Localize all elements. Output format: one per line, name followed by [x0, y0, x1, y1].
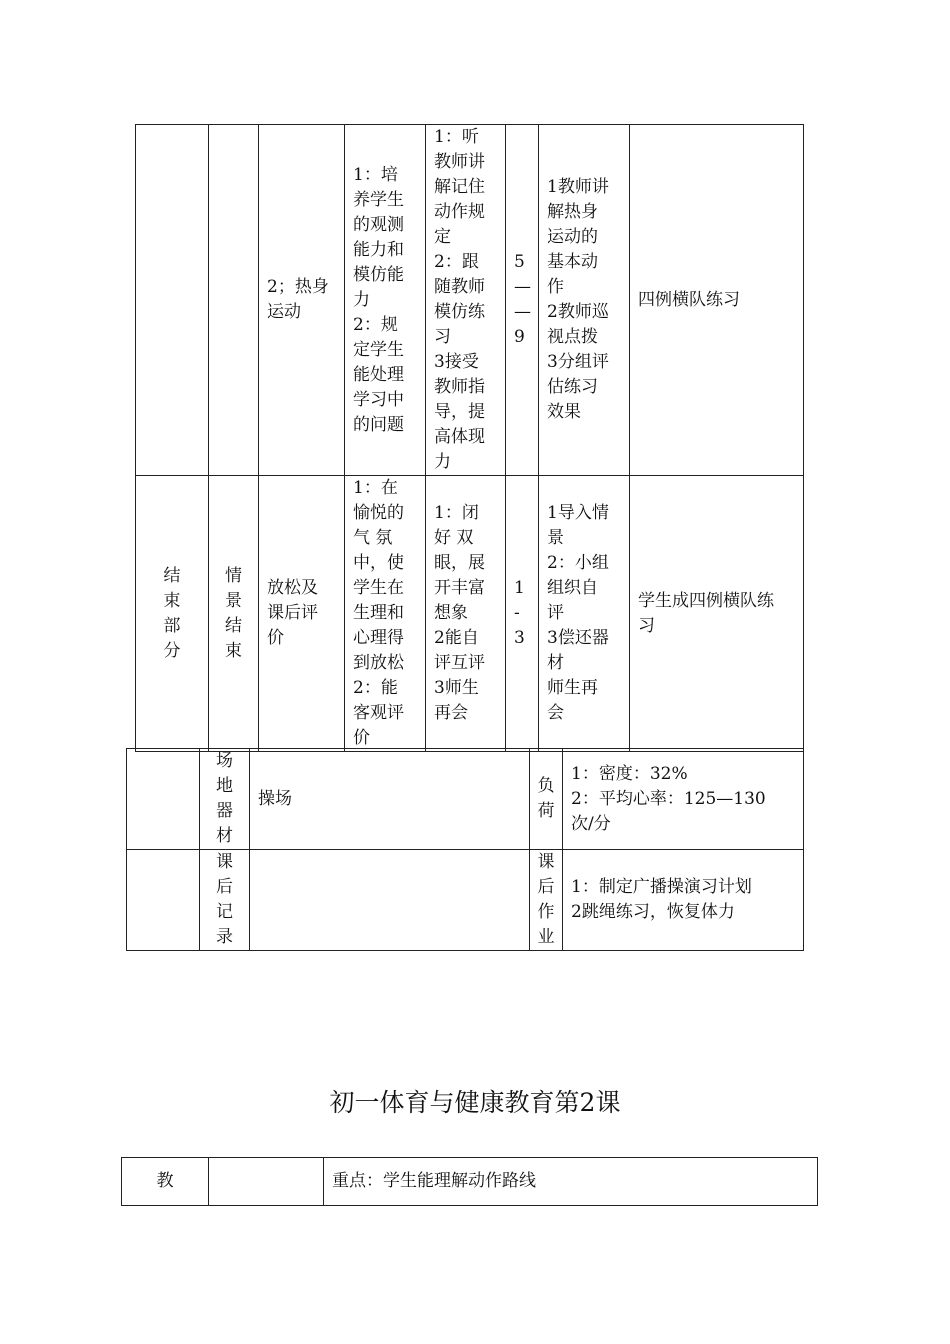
content-cell: 2；热身 运动 [259, 125, 345, 476]
lesson-table [135, 124, 804, 752]
page-title: 初一体育与健康教育第2课 [329, 1088, 621, 1117]
venue-label: 场 地 器 材 [200, 749, 250, 850]
time-cell: 5 — — 9 [506, 125, 539, 476]
lesson2-table [121, 1157, 818, 1206]
label-cell: 教 [122, 1158, 209, 1206]
student-activity-cell: 1：闭 好 双 眼，展 开丰富 想象 2能自 评互评 3师生 再会 [426, 476, 506, 752]
lesson2-row [122, 1158, 818, 1206]
notes-label: 课 后 记 录 [200, 850, 250, 951]
load-label: 负 荷 [530, 749, 563, 850]
organization-cell: 学生成四例横队练 习 [630, 476, 804, 752]
info-table [126, 748, 804, 951]
venue-row [127, 749, 804, 850]
homework-value: 1：制定广播操演习计划 2跳绳练习，恢复体力 [563, 850, 804, 951]
empty-cell [127, 749, 200, 850]
teacher-activity-cell: 1导入情 景 2：小组 组织自 评 3偿还器 材 师生再 会 [539, 476, 630, 752]
time-cell: 1 - 3 [506, 476, 539, 752]
warmup-row [136, 125, 804, 476]
venue-value: 操场 [250, 749, 530, 850]
part-cell [136, 125, 209, 476]
phase-cell [209, 125, 259, 476]
student-activity-cell: 1：听 教师讲 解记住 动作规 定 2：跟 随教师 模仿练 习 3接受 教师指 导，提 高体现 力 [426, 125, 506, 476]
organization-cell: 四例横队练习 [630, 125, 804, 476]
content-cell: 放松及 课后评 价 [259, 476, 345, 752]
focus-cell: 重点：学生能理解动作路线 [324, 1158, 818, 1206]
load-value: 1：密度：32% 2：平均心率：125—130 次/分 [563, 749, 804, 850]
part-cell: 结 束 部 分 [136, 476, 209, 752]
phase-cell: 情 景 结 束 [209, 476, 259, 752]
notes-value [250, 850, 530, 951]
ending-row [136, 476, 804, 752]
middle-cell [209, 1158, 324, 1206]
goals-cell: 1：在 愉悦的 气 氛 中，使 学生在 生理和 心理得 到放松 2：能 客观评 价 [345, 476, 426, 752]
teacher-activity-cell: 1教师讲 解热身 运动的 基本动 作 2教师巡 视点拨 3分组评 估练习 效果 [539, 125, 630, 476]
goals-cell: 1：培 养学生 的观测 能力和 模仿能 力 2：规 定学生 能处理 学习中 的问题 [345, 125, 426, 476]
notes-row [127, 850, 804, 951]
homework-label: 课 后 作 业 [530, 850, 563, 951]
empty-cell [127, 850, 200, 951]
